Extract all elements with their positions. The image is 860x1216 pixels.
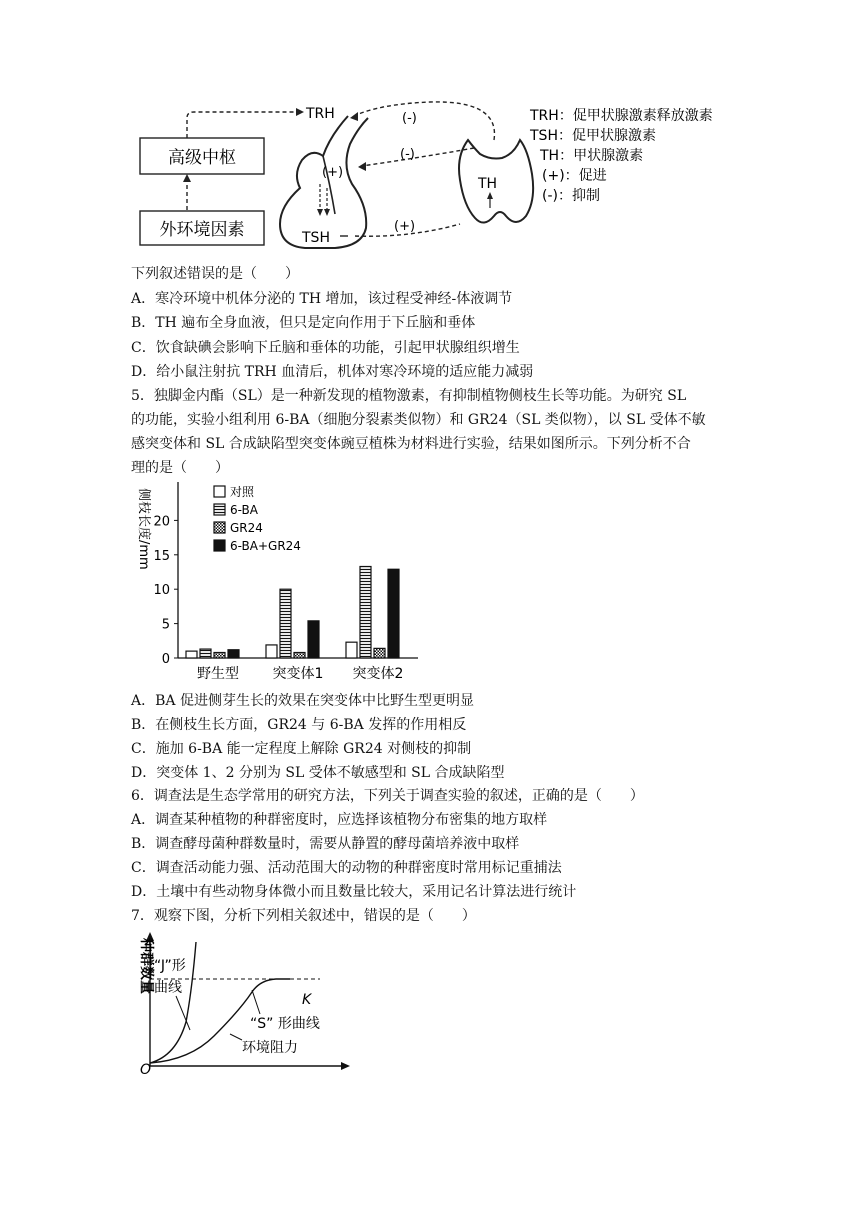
th-label: TH bbox=[478, 176, 498, 192]
trh-label: TRH bbox=[306, 106, 335, 122]
bar bbox=[266, 645, 277, 658]
k-label: K bbox=[302, 992, 312, 1008]
legend-swatch bbox=[214, 486, 225, 497]
category-label: 突变体2 bbox=[352, 666, 404, 682]
q5-stem-line-1: 5．独脚金内酯（SL）是一种新发现的植物激素，有抑制植物侧枝生长等功能。为研究 SL bbox=[131, 388, 687, 404]
bar bbox=[214, 652, 225, 658]
j-curve-label-2: 曲线 bbox=[154, 980, 182, 996]
q6-option-a: A．调查某种植物的种群密度时，应选择该植物分布密集的地方取样 bbox=[131, 812, 548, 828]
origin-label: O bbox=[140, 1062, 152, 1078]
bar bbox=[346, 642, 357, 658]
q4-option-c: C．饮食缺碘会影响下丘脑和垂体的功能，引起甲状腺组织增生 bbox=[131, 340, 520, 356]
plus-label-1: (+) bbox=[322, 165, 344, 180]
legend-minus: (-)：抑制 bbox=[542, 188, 600, 204]
legend-label: GR24 bbox=[230, 521, 263, 535]
bar bbox=[360, 566, 371, 658]
minus-label-1: (-) bbox=[402, 111, 417, 126]
q4-option-d: D．给小鼠注射抗 TRH 血清后，机体对寒冷环境的适应能力减弱 bbox=[131, 364, 534, 380]
bar bbox=[280, 589, 291, 658]
q5-option-d: D．突变体 1、2 分别为 SL 受体不敏感型和 SL 合成缺陷型 bbox=[131, 765, 505, 781]
q5-stem-line-4: 理的是（ ） bbox=[131, 460, 229, 476]
bar bbox=[186, 651, 197, 658]
category-label: 突变体1 bbox=[272, 666, 324, 682]
legend-swatch bbox=[214, 540, 225, 551]
q4-stem: 下列叙述错误的是（ ） bbox=[131, 266, 299, 282]
plus-label-2: (+) bbox=[394, 219, 416, 234]
minus-label-2: (-) bbox=[400, 147, 415, 162]
environment-label: 外环境因素 bbox=[159, 220, 245, 240]
legend-label: 6-BA+GR24 bbox=[230, 539, 301, 553]
q5-option-c: C．施加 6-BA 能一定程度上解除 GR24 对侧枝的抑制 bbox=[131, 741, 472, 757]
legend-label: 对照 bbox=[230, 485, 255, 499]
legend-tsh: TSH：促甲状腺激素 bbox=[530, 128, 656, 144]
q5-stem-line-3: 感突变体和 SL 合成缺陷型突变体豌豆植株为材料进行实验，结果如图所示。下列分析不合 bbox=[131, 436, 691, 452]
resistance-label: 环境阻力 bbox=[242, 1040, 298, 1056]
bar bbox=[308, 621, 319, 658]
y-tick-label: 10 bbox=[153, 583, 170, 599]
population-y-label: 种群数量 bbox=[138, 938, 154, 994]
legend-th: TH：甲状腺激素 bbox=[540, 148, 644, 164]
legend-swatch bbox=[214, 522, 225, 533]
q5-stem-line-2: 的功能，实验小组利用 6-BA（细胞分裂素类似物）和 GR24（SL 类似物），以 SL 受体不敏 bbox=[131, 412, 706, 428]
y-tick-label: 0 bbox=[161, 652, 170, 667]
bar bbox=[200, 649, 211, 658]
q7-stem: 7．观察下图，分析下列相关叙述中，错误的是（ ） bbox=[131, 908, 476, 924]
y-axis-label: 侧枝长度/mm bbox=[136, 488, 151, 570]
s-curve-label: “S” 形曲线 bbox=[250, 1016, 320, 1032]
q6-stem: 6．调查法是生态学常用的研究方法，下列关于调查实验的叙述，正确的是（ ） bbox=[131, 788, 644, 804]
tsh-label: TSH bbox=[302, 230, 330, 246]
bar bbox=[374, 648, 385, 658]
side-branch-bar-chart bbox=[130, 478, 430, 688]
legend-label: 6-BA bbox=[230, 503, 258, 517]
j-curve-label-1: “J”形 bbox=[154, 958, 186, 974]
q4-option-a: A．寒冷环境中机体分泌的 TH 增加，该过程受神经-体液调节 bbox=[131, 291, 513, 307]
bar bbox=[228, 650, 239, 658]
category-label: 野生型 bbox=[197, 666, 239, 682]
q5-option-b: B．在侧枝生长方面，GR24 与 6-BA 发挥的作用相反 bbox=[131, 717, 467, 733]
q6-option-b: B．调查酵母菌种群数量时，需要从静置的酵母菌培养液中取样 bbox=[131, 836, 520, 852]
bar bbox=[388, 569, 399, 658]
q4-option-b: B．TH 遍布全身血液，但只是定向作用于下丘脑和垂体 bbox=[131, 315, 476, 331]
hormone-regulation-diagram bbox=[130, 96, 750, 260]
legend-swatch bbox=[214, 504, 225, 515]
q6-option-d: D．土壤中有些动物身体微小而且数量比较大，采用记名计算法进行统计 bbox=[131, 884, 577, 900]
y-tick-label: 5 bbox=[161, 617, 170, 633]
legend-plus: (+)：促进 bbox=[542, 168, 607, 184]
y-tick-label: 15 bbox=[153, 548, 170, 564]
q5-option-a: A．BA 促进侧芽生长的效果在突变体中比野生型更明显 bbox=[131, 693, 474, 709]
q6-option-c: C．调查活动能力强、活动范围大的动物的种群密度时常用标记重捕法 bbox=[131, 860, 562, 876]
population-growth-figure bbox=[130, 930, 360, 1080]
y-tick-label: 20 bbox=[153, 514, 170, 530]
bar bbox=[294, 652, 305, 658]
higher-center-label: 高级中枢 bbox=[168, 148, 236, 168]
legend-trh: TRH：促甲状腺激素释放激素 bbox=[530, 108, 713, 124]
